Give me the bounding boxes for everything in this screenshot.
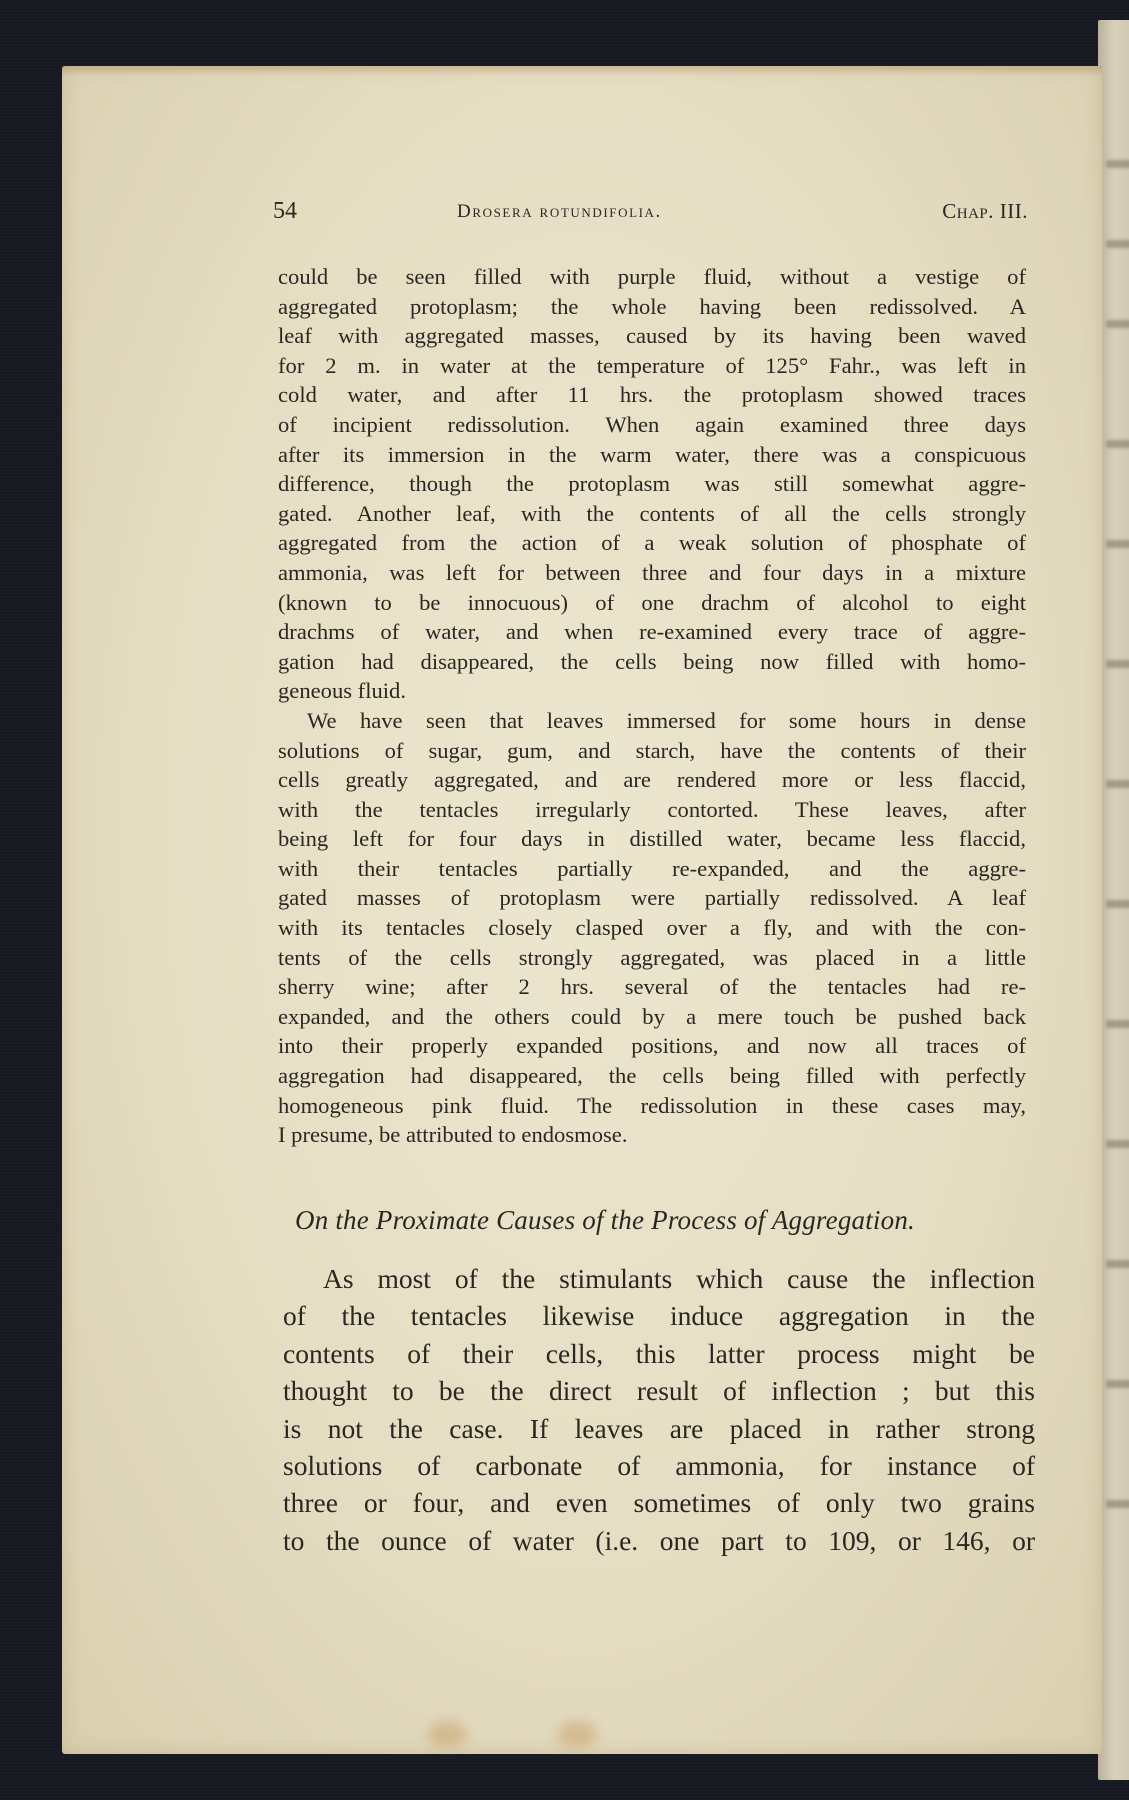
text-line: gated masses of protoplasm were partially redissolved. A leaf (278, 885, 1026, 911)
bleed-through-text (1106, 900, 1129, 908)
text-line: cold water, and after 11 hrs. the protoplasm showed traces (278, 382, 1026, 408)
text-line: of incipient redissolution. When again examined three days (278, 411, 1026, 437)
text-line: We have seen that leaves immersed for some hours in dense (307, 707, 1026, 733)
text-line: to the ounce of water (i.e. one part to 109, or 146, or (283, 1524, 1035, 1556)
text-line: tents of the cells strongly aggregated, was placed in a little (278, 944, 1026, 970)
text-line: into their properly expanded positions, and now all traces of (278, 1033, 1026, 1059)
text-line: homogeneous pink fluid. The redissolution in these cases may, (278, 1092, 1026, 1118)
foxing-stain (557, 1721, 597, 1747)
page-number: 54 (273, 198, 297, 224)
text-line: with its tentacles closely clasped over a fly, and with the con- (278, 915, 1026, 941)
text-line: thought to be the direct result of inflection ; but this (283, 1375, 1035, 1407)
text-line: with their tentacles partially re-expanded, and the aggre- (278, 855, 1026, 881)
foxing-stain (427, 1721, 467, 1747)
text-line: gated. Another leaf, with the contents of all the cells strongly (278, 500, 1026, 526)
text-line: gation had disappeared, the cells being now filled with homo- (278, 648, 1026, 674)
bleed-through-text (1106, 780, 1129, 788)
text-line: expanded, and the others could by a mere touch be pushed back (278, 1003, 1026, 1029)
bleed-through-text (1106, 240, 1129, 248)
text-line: solutions of sugar, gum, and starch, have the contents of their (278, 737, 1026, 763)
body-text (278, 262, 1026, 1150)
text-line: geneous fluid. (278, 678, 407, 704)
text-line: solutions of carbonate of ammonia, for instance of (283, 1450, 1035, 1482)
text-line: after its immersion in the warm water, there was a conspicuous (278, 441, 1026, 467)
bleed-through-text (1106, 1260, 1129, 1268)
adjacent-page-edge (1098, 20, 1129, 1780)
page-header (273, 198, 1028, 228)
text-line: for 2 m. in water at the temperature of 125° Fahr., was left in (278, 352, 1026, 378)
text-line: As most of the stimulants which cause the inflection (323, 1263, 1035, 1294)
paragraph-redissolution (278, 262, 1026, 706)
bleed-through-text (1106, 320, 1129, 328)
text-line: aggregated protoplasm; the whole having been redissolved. A (278, 293, 1026, 319)
chapter-label: Chap. III. (942, 199, 1028, 223)
text-line: contents of their cells, this latter process might be (283, 1337, 1035, 1369)
bleed-through-text (1106, 1140, 1129, 1148)
text-line: I presume, be attributed to endosmose. (278, 1122, 628, 1148)
section-body-text (283, 1260, 1035, 1559)
text-line: could be seen filled with purple fluid, without a vestige of (278, 264, 1026, 289)
text-line: three or four, and even sometimes of only two grains (283, 1487, 1035, 1519)
text-line: of the tentacles likewise induce aggregation in the (283, 1300, 1035, 1332)
text-line: drachms of water, and when re-examined every trace of aggre- (278, 619, 1026, 645)
text-line: leaf with aggregated masses, caused by its having been waved (278, 323, 1026, 349)
section-heading: On the Proximate Causes of the Process of Aggregation. (295, 1205, 915, 1235)
text-line: is not the case. If leaves are placed in rather strong (283, 1412, 1035, 1444)
text-line: difference, though the protoplasm was still somewhat aggre- (278, 471, 1026, 497)
running-title: Drosera rotundifolia. (457, 201, 662, 222)
bleed-through-text (1106, 540, 1129, 548)
text-line: (known to be innocuous) of one drachm of alcohol to eight (278, 589, 1026, 615)
text-line: ammonia, was left for between three and four days in a mixture (278, 559, 1026, 585)
text-line: sherry wine; after 2 hrs. several of the tentacles had re- (278, 974, 1026, 1000)
paragraph-sugar-gum-starch (278, 706, 1026, 1150)
bleed-through-text (1106, 1500, 1129, 1508)
text-line: aggregated from the action of a weak solution of phosphate of (278, 530, 1026, 556)
text-line: aggregation had disappeared, the cells being filled with perfectly (278, 1063, 1026, 1089)
text-line: being left for four days in distilled water, became less flaccid, (278, 826, 1026, 852)
bleed-through-text (1106, 1380, 1129, 1388)
bleed-through-text (1106, 1020, 1129, 1028)
bleed-through-text (1106, 660, 1129, 668)
bleed-through-text (1106, 440, 1129, 448)
text-line: cells greatly aggregated, and are rendered more or less flaccid, (278, 767, 1026, 793)
text-line: with the tentacles irregularly contorted. These leaves, after (278, 796, 1026, 822)
bleed-through-text (1106, 160, 1129, 168)
